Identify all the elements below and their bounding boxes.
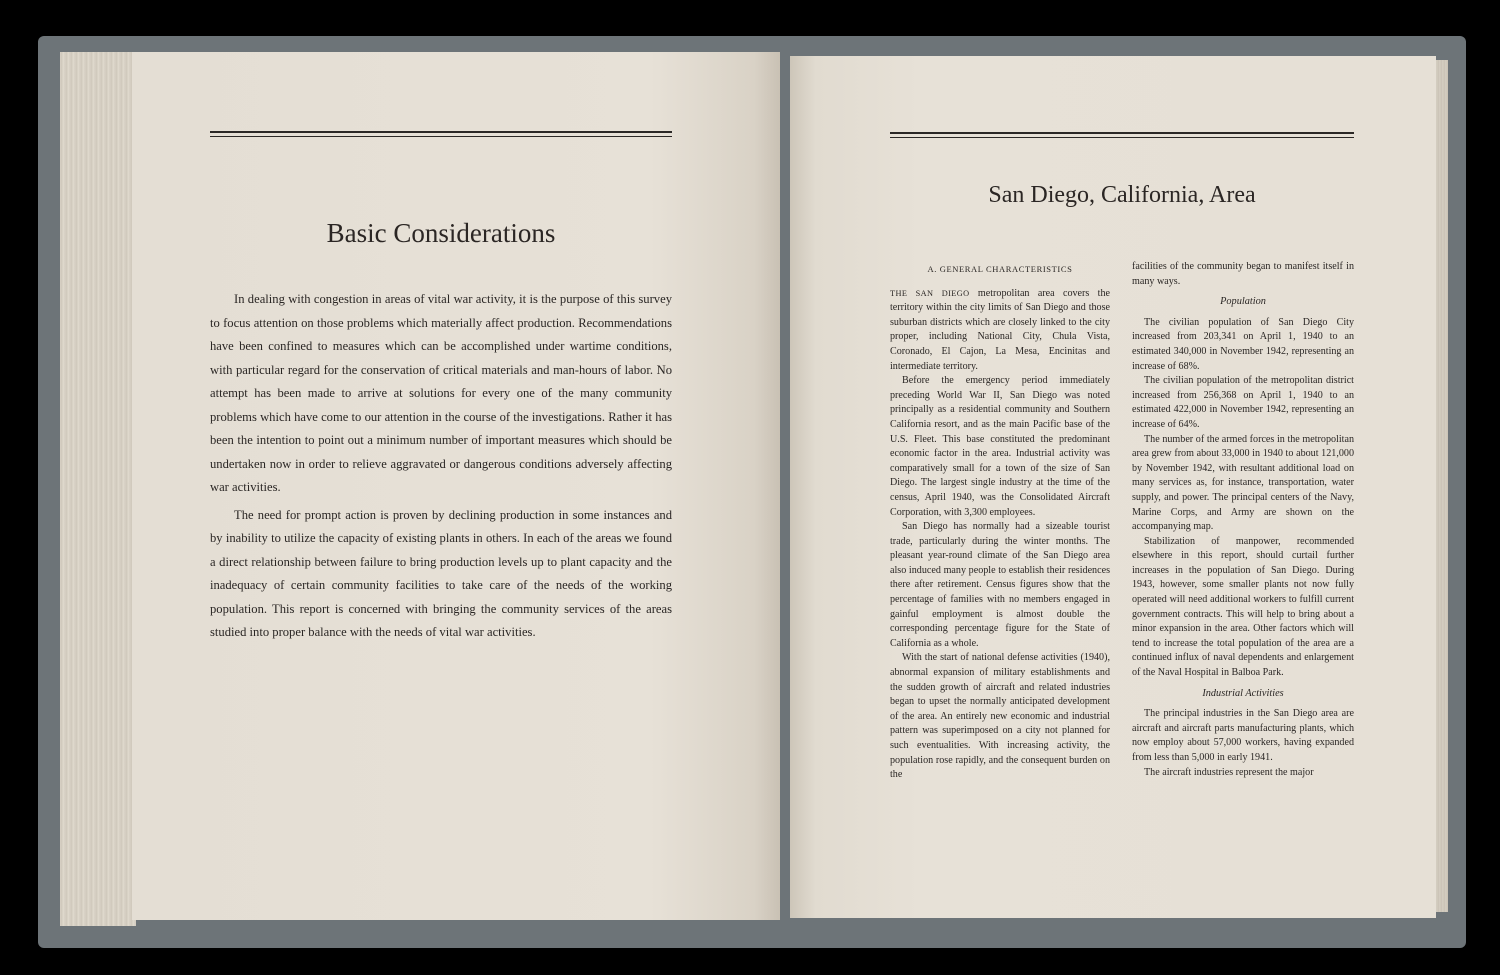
- left-paragraph-1: In dealing with congestion in areas of vital war activity, it is the purpose of this survey to focus attention on those problems which materially affect production. Recommendations have been confined to measures which can be accomplished under wartime conditions, with particular regard for the conservation of critical materials and man-hours of labor. No attempt has been made to arrive at solutions for every one of the many community problems which have come to our attention in the course of the investigations. Rather it has been the intention to point out a minimum number of important measures which should be undertaken now in order to relieve aggravated or dangerous conditions adversely affecting war activities.: [210, 292, 672, 494]
- population-paragraph-4: Stabilization of manpower, recommended elsewhere in this report, should curtail further increases in the population of San Diego. During 1943, however, some smaller plants not now fully operated will need additional workers to fulfill current government contracts. This will help to bring about a minor expansion in the area. Other factors which will tend to increase the total population of the area are a continued influx of naval dependents and enlargement of the Naval Hospital in Balboa Park.: [1132, 535, 1354, 679]
- lead-smallcaps: THE SAN DIEGO: [890, 288, 970, 298]
- col1-first-paragraph: [890, 287, 1110, 375]
- left-page-title: Basic Considerations: [326, 218, 556, 248]
- left-page: [132, 52, 780, 920]
- industrial-paragraph-2: The aircraft industries represent the major: [1144, 766, 1314, 778]
- top-rule-thick-right: [890, 132, 1354, 134]
- population-heading: Population: [1220, 296, 1266, 308]
- page-edges-left: [60, 52, 136, 926]
- top-rule-thin: [210, 136, 672, 137]
- page-edges-right: [1434, 60, 1448, 912]
- section-heading: A. GENERAL CHARACTERISTICS: [927, 264, 1073, 274]
- top-rule-thick: [210, 131, 672, 133]
- left-page-body: [210, 288, 672, 649]
- industrial-heading: Industrial Activities: [1202, 687, 1284, 699]
- population-paragraph-3: The number of the armed forces in the metropolitan area grew from about 33,000 in 1940 to about 121,000 by November 1942, with resultant additional load on many services as, for instance, transportation, water supply, and power. The principal centers of the Navy, Marine Corps, and Army are shown on the accompanying map.: [1132, 433, 1354, 533]
- top-rule-thin-right: [890, 137, 1354, 138]
- col1-first-rest: metropolitan area covers the territory within the city limits of San Diego and those suburban districts which are closely linked to the city proper, including National City, Chula Vista, Coronado, El Cajon, La Mesa, Encinitas and intermediate territory.: [890, 287, 1110, 372]
- col1-paragraph-4: With the start of national defense activities (1940), abnormal expansion of military establishments and the sudden growth of aircraft and related industries began to upset the normally anticipated development of the area. An entirely new economic and industrial pattern was superimposed on a city not planned for such eventualities. With increasing activity, the population rose rapidly, and the consequent burden on the: [890, 652, 1110, 781]
- population-paragraph-1: The civilian population of San Diego City increased from 203,341 on April 1, 1940 to an estimated 340,000 in November 1942, representing an increase of 68%.: [1132, 316, 1354, 372]
- col1-paragraph-3: San Diego has normally had a sizeable tourist trade, particularly during the winter months. The pleasant year-round climate of the San Diego area also induced many people to establish their residences there after retirement. Census figures show that the percentage of families with no members engaged in gainful employment is almost double the corresponding percentage figure for the State of California as a whole.: [890, 521, 1110, 649]
- col2-continuation: facilities of the community began to manifest itself in many ways.: [1132, 261, 1354, 287]
- column-1: [890, 262, 1110, 783]
- population-paragraph-2: The civilian population of the metropolitan district increased from 256,368 on April 1, 1940 to an estimated 422,000 in November 1942, representing an increase of 64%.: [1132, 375, 1354, 430]
- right-page-title: San Diego, California, Area: [988, 182, 1256, 208]
- right-page: [790, 56, 1436, 918]
- industrial-paragraph-1: The principal industries in the San Diego area are aircraft and aircraft parts manufacturing plants, which now employ about 57,000 workers, having expanded from less than 5,000 in early 1941.: [1132, 708, 1354, 763]
- col1-paragraph-2: Before the emergency period immediately preceding World War II, San Diego was noted principally as a residential community and Southern California resort, and as the main Pacific base of the U.S. Fleet. This base constituted the predominant economic factor in the area. Industrial activity was comparatively small for a town of the size of San Diego. The largest single industry at the time of the census, April 1940, was the Consolidated Aircraft Corporation, with 3,300 employees.: [890, 375, 1110, 518]
- left-paragraph-2: The need for prompt action is proven by declining production in some instances and by inability to utilize the capacity of existing plants in others. In each of the areas we found a direct relationship between failure to bring production levels up to plant capacity and the inadequacy of certain community facilities to take care of the needs of the working population. This report is concerned with bringing the community services of the areas studied into proper balance with the needs of vital war activities.: [210, 507, 672, 639]
- column-2: [1132, 260, 1354, 780]
